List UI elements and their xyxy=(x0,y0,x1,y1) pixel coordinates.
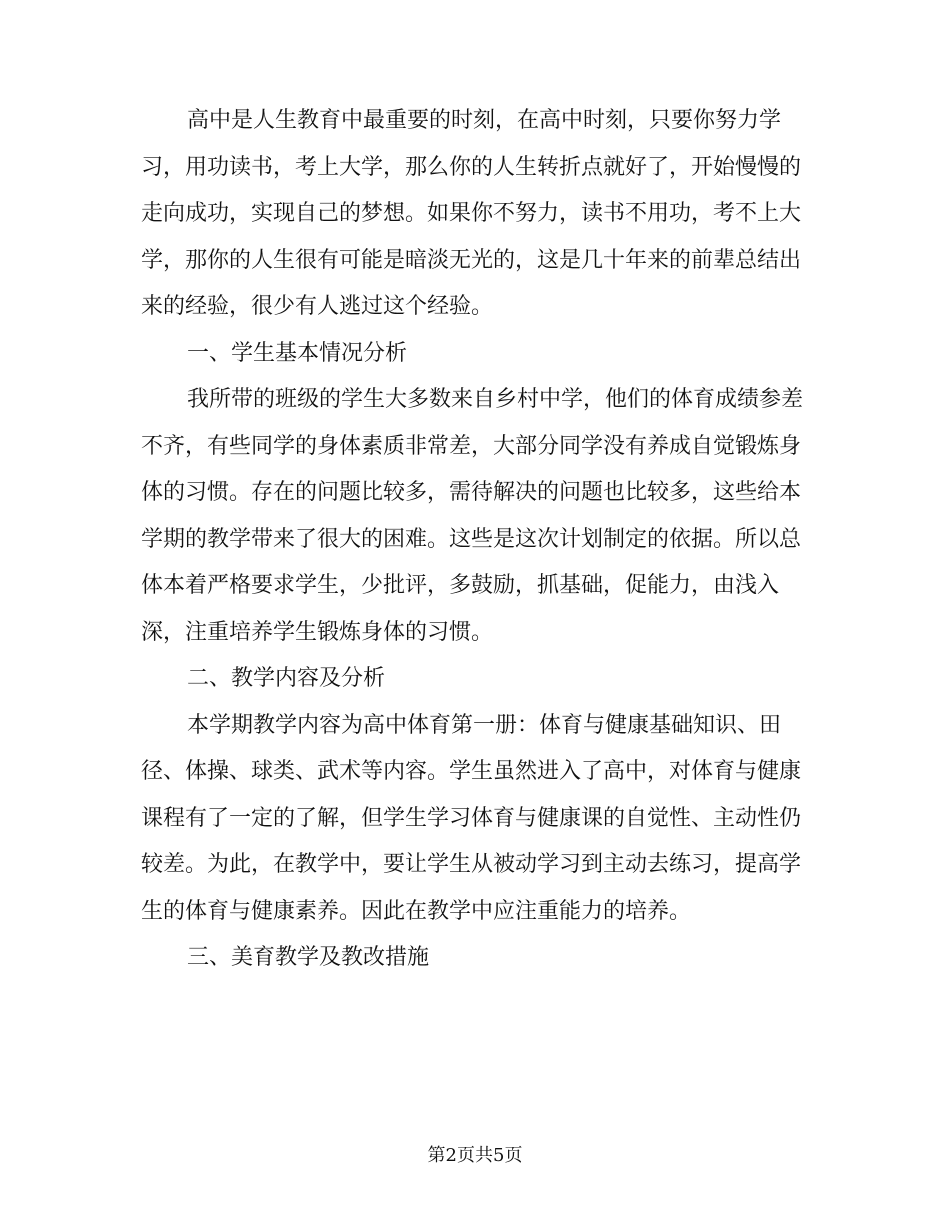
paragraph-line: 学期的教学带来了很大的困难。这些是这次计划制定的依据。所以总 xyxy=(141,526,802,552)
paragraph-line: 深，注重培养学生锻炼身体的习惯。 xyxy=(141,619,494,645)
paragraph-line: 体的习惯。存在的问题比较多，需待解决的问题也比较多，这些给本 xyxy=(141,480,802,505)
paragraph-line: 走向成功，实现自己的梦想。如果你不努力，读书不用功，考不上大 xyxy=(141,201,802,226)
paragraph-line: 本学期教学内容为高中体育第一册：体育与健康基础知识、田 xyxy=(187,712,782,738)
paragraph-line: 习，用功读书，考上大学，那么你的人生转折点就好了，开始慢慢的 xyxy=(141,154,802,180)
paragraph-line: 课程有了一定的了解，但学生学习体育与健康课的自觉性、主动性仍 xyxy=(141,805,802,831)
paragraph-line: 生的体育与健康素养。因此在教学中应注重能力的培养。 xyxy=(141,898,692,924)
section-heading: 一、学生基本情况分析 xyxy=(187,340,408,366)
paragraph-line: 我所带的班级的学生大多数来自乡村中学，他们的体育成绩参差 xyxy=(187,387,804,412)
paragraph-line: 不齐，有些同学的身体素质非常差，大部分同学没有养成自觉锻炼身 xyxy=(141,433,802,459)
document-body xyxy=(141,98,804,982)
paragraph-line: 较差。为此，在教学中，要让学生从被动学习到主动去练习，提高学 xyxy=(141,852,802,877)
section-heading: 二、教学内容及分析 xyxy=(187,666,386,691)
paragraph-line: 径、体操、球类、武术等内容。学生虽然进入了高中，对体育与健康 xyxy=(141,759,802,784)
section-heading: 三、美育教学及教改措施 xyxy=(187,945,430,970)
paragraph-line: 学，那你的人生很有可能是暗淡无光的，这是几十年来的前辈总结出 xyxy=(141,247,802,273)
paragraph-line: 体本着严格要求学生，少批评，多鼓励，抓基础，促能力，由浅入 xyxy=(141,573,780,598)
paragraph-line: 高中是人生教育中最重要的时刻，在高中时刻，只要你努力学 xyxy=(187,108,782,133)
paragraph-line: 来的经验，很少有人逃过这个经验。 xyxy=(141,294,494,319)
page-number: 第2页共5页 xyxy=(427,1145,523,1166)
